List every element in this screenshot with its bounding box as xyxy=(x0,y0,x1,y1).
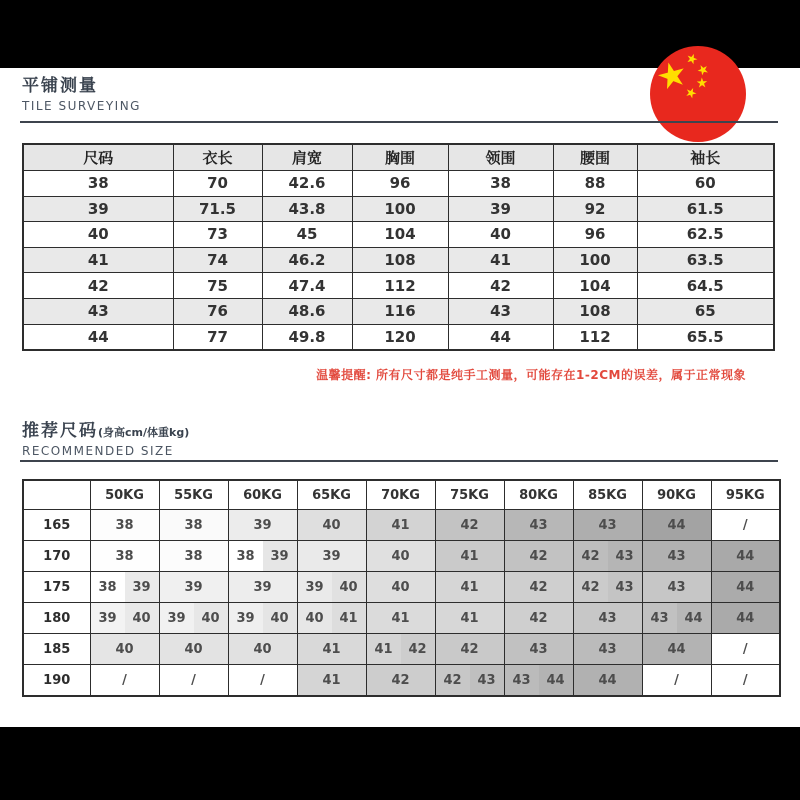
section2-title-zh xyxy=(22,421,189,441)
weight-col-header: 85KG xyxy=(573,480,642,510)
measure-cell: 104 xyxy=(553,273,637,299)
size-cell: 40 xyxy=(159,634,228,665)
size-row-height-180 xyxy=(23,603,780,634)
size-cell-half: 42 xyxy=(574,541,608,571)
measure-cell: 45 xyxy=(262,222,352,248)
size-cell: 44 xyxy=(573,665,642,697)
size-cell: 39 xyxy=(228,510,297,541)
measure-cell: 116 xyxy=(352,298,448,324)
measure-cell: 96 xyxy=(352,171,448,197)
measure-cell: 38 xyxy=(23,171,173,197)
size-cell xyxy=(573,572,642,603)
size-cell-half: 40 xyxy=(125,603,159,633)
size-cell: 38 xyxy=(90,541,159,572)
size-cell: 42 xyxy=(435,634,504,665)
size-cell: 41 xyxy=(366,603,435,634)
measure-cell: 40 xyxy=(23,222,173,248)
size-table-header-row xyxy=(23,480,780,510)
size-cell-half: 44 xyxy=(677,603,711,633)
size-cell: 38 xyxy=(90,510,159,541)
size-cell: 44 xyxy=(711,541,780,572)
size-cell: 42 xyxy=(366,665,435,697)
measurement-table xyxy=(22,143,775,351)
size-cell-half: 38 xyxy=(91,572,125,602)
measure-cell: 43 xyxy=(23,298,173,324)
measure-col-header: 袖长 xyxy=(637,144,774,171)
size-cell: 44 xyxy=(642,634,711,665)
size-row-height-185 xyxy=(23,634,780,665)
size-row-height-175 xyxy=(23,572,780,603)
size-cell: / xyxy=(642,665,711,697)
size-cell xyxy=(228,541,297,572)
size-cell: 41 xyxy=(435,603,504,634)
section1-divider xyxy=(20,121,778,123)
size-cell: 43 xyxy=(573,510,642,541)
size-cell-half: 44 xyxy=(539,665,573,695)
measure-cell: 39 xyxy=(23,196,173,222)
size-cell: 43 xyxy=(504,510,573,541)
size-cell xyxy=(159,603,228,634)
size-row-height-190 xyxy=(23,665,780,697)
size-cell-half: 39 xyxy=(160,603,194,633)
size-cell: 43 xyxy=(642,541,711,572)
measure-cell: 104 xyxy=(352,222,448,248)
weight-col-header: 90KG xyxy=(642,480,711,510)
size-row-height-165 xyxy=(23,510,780,541)
size-cell: 42 xyxy=(435,510,504,541)
size-cell: 40 xyxy=(366,541,435,572)
measure-row-size-39 xyxy=(23,196,774,222)
size-cell-half: 40 xyxy=(263,603,297,633)
measure-cell: 100 xyxy=(553,247,637,273)
measure-cell: 38 xyxy=(448,171,553,197)
weight-col-header: 65KG xyxy=(297,480,366,510)
measure-cell: 70 xyxy=(173,171,262,197)
size-cell: 41 xyxy=(435,572,504,603)
size-cell: 44 xyxy=(711,572,780,603)
weight-col-header: 55KG xyxy=(159,480,228,510)
size-cell-half: 40 xyxy=(194,603,228,633)
size-cell xyxy=(435,665,504,697)
section1-title-zh: 平铺测量 xyxy=(22,76,98,96)
size-cell xyxy=(642,603,711,634)
measure-cell: 75 xyxy=(173,273,262,299)
size-cell: 40 xyxy=(90,634,159,665)
size-cell xyxy=(504,665,573,697)
measure-cell: 47.4 xyxy=(262,273,352,299)
measurement-disclaimer: 温馨提醒: 所有尺寸都是纯手工测量，可能存在1-2CM的误差，属于正常现象 xyxy=(316,368,746,382)
size-cell-half: 43 xyxy=(608,541,642,571)
size-cell: 42 xyxy=(504,541,573,572)
size-cell: 41 xyxy=(297,634,366,665)
height-row-header: 165 xyxy=(23,510,90,541)
size-cell: / xyxy=(159,665,228,697)
measure-cell: 41 xyxy=(448,247,553,273)
weight-col-header: 60KG xyxy=(228,480,297,510)
size-cell: / xyxy=(711,634,780,665)
bottom-black-bar xyxy=(0,727,800,800)
measure-cell: 60 xyxy=(637,171,774,197)
size-row-height-170 xyxy=(23,541,780,572)
size-cell-half: 42 xyxy=(401,634,435,664)
size-table-corner-cell xyxy=(23,480,90,510)
size-cell xyxy=(228,603,297,634)
measure-cell: 49.8 xyxy=(262,324,352,350)
measure-cell: 61.5 xyxy=(637,196,774,222)
measure-cell: 63.5 xyxy=(637,247,774,273)
section-recommended-size-header xyxy=(22,421,189,458)
china-flag-icon xyxy=(648,44,748,144)
measure-cell: 62.5 xyxy=(637,222,774,248)
size-cell: 40 xyxy=(297,510,366,541)
section2-title-zh-text: 推荐尺码 xyxy=(22,421,98,441)
recommended-size-table xyxy=(22,479,781,697)
measure-row-size-44 xyxy=(23,324,774,350)
size-cell-half: 38 xyxy=(229,541,263,571)
measure-cell: 64.5 xyxy=(637,273,774,299)
size-cell-half: 42 xyxy=(574,572,608,602)
measure-row-size-41 xyxy=(23,247,774,273)
size-cell: 41 xyxy=(297,665,366,697)
size-cell xyxy=(90,572,159,603)
measure-cell: 92 xyxy=(553,196,637,222)
measure-cell: 96 xyxy=(553,222,637,248)
size-cell-half: 43 xyxy=(470,665,504,695)
measure-col-header: 领围 xyxy=(448,144,553,171)
measure-row-size-42 xyxy=(23,273,774,299)
size-cell: / xyxy=(711,665,780,697)
measure-cell: 40 xyxy=(448,222,553,248)
measure-cell: 100 xyxy=(352,196,448,222)
size-cell: 41 xyxy=(366,510,435,541)
size-cell-half: 43 xyxy=(505,665,539,695)
size-cell: 38 xyxy=(159,541,228,572)
section2-divider xyxy=(20,460,778,462)
weight-col-header: 95KG xyxy=(711,480,780,510)
size-cell-half: 41 xyxy=(367,634,401,664)
measure-cell: 42.6 xyxy=(262,171,352,197)
height-row-header: 170 xyxy=(23,541,90,572)
size-cell: 43 xyxy=(504,634,573,665)
size-cell xyxy=(573,541,642,572)
measure-col-header: 衣长 xyxy=(173,144,262,171)
size-cell: / xyxy=(90,665,159,697)
size-cell xyxy=(297,603,366,634)
section2-title-units: (身高cm/体重kg) xyxy=(98,426,190,439)
size-cell: 43 xyxy=(573,603,642,634)
size-cell: 44 xyxy=(642,510,711,541)
measure-cell: 108 xyxy=(352,247,448,273)
size-cell-half: 43 xyxy=(608,572,642,602)
measure-cell: 112 xyxy=(553,324,637,350)
measure-cell: 44 xyxy=(23,324,173,350)
measure-cell: 44 xyxy=(448,324,553,350)
measure-col-header: 胸围 xyxy=(352,144,448,171)
measure-cell: 65.5 xyxy=(637,324,774,350)
weight-col-header: 70KG xyxy=(366,480,435,510)
measure-cell: 46.2 xyxy=(262,247,352,273)
measure-col-header: 腰围 xyxy=(553,144,637,171)
measure-row-size-38 xyxy=(23,171,774,197)
measure-cell: 108 xyxy=(553,298,637,324)
size-cell: 38 xyxy=(159,510,228,541)
height-row-header: 180 xyxy=(23,603,90,634)
measure-cell: 120 xyxy=(352,324,448,350)
measure-row-size-43 xyxy=(23,298,774,324)
size-cell-half: 39 xyxy=(263,541,297,571)
size-cell: 44 xyxy=(711,603,780,634)
size-cell: 41 xyxy=(435,541,504,572)
size-cell: 42 xyxy=(504,603,573,634)
height-row-header: 185 xyxy=(23,634,90,665)
size-cell: / xyxy=(711,510,780,541)
measure-cell: 77 xyxy=(173,324,262,350)
size-cell: 43 xyxy=(573,634,642,665)
size-cell: / xyxy=(228,665,297,697)
measure-cell: 43 xyxy=(448,298,553,324)
size-cell xyxy=(366,634,435,665)
measure-cell: 48.6 xyxy=(262,298,352,324)
measure-row-size-40 xyxy=(23,222,774,248)
size-cell: 40 xyxy=(228,634,297,665)
size-cell-half: 40 xyxy=(332,572,366,602)
size-cell-half: 39 xyxy=(298,572,332,602)
weight-col-header: 50KG xyxy=(90,480,159,510)
size-cell: 39 xyxy=(159,572,228,603)
measure-cell: 65 xyxy=(637,298,774,324)
size-cell: 39 xyxy=(297,541,366,572)
measure-cell: 74 xyxy=(173,247,262,273)
size-cell: 43 xyxy=(642,572,711,603)
measure-cell: 41 xyxy=(23,247,173,273)
size-cell-half: 41 xyxy=(332,603,366,633)
measure-cell: 39 xyxy=(448,196,553,222)
size-cell: 42 xyxy=(504,572,573,603)
measure-cell: 88 xyxy=(553,171,637,197)
measure-cell: 43.8 xyxy=(262,196,352,222)
size-cell-half: 40 xyxy=(298,603,332,633)
measure-cell: 73 xyxy=(173,222,262,248)
size-cell-half: 39 xyxy=(229,603,263,633)
measure-col-header: 尺码 xyxy=(23,144,173,171)
size-cell-half: 42 xyxy=(436,665,470,695)
weight-col-header: 80KG xyxy=(504,480,573,510)
size-cell: 40 xyxy=(366,572,435,603)
measure-cell: 42 xyxy=(23,273,173,299)
height-row-header: 175 xyxy=(23,572,90,603)
measure-cell: 112 xyxy=(352,273,448,299)
weight-col-header: 75KG xyxy=(435,480,504,510)
section2-title-en: RECOMMENDED SIZE xyxy=(22,444,174,459)
measure-cell: 42 xyxy=(448,273,553,299)
measure-col-header: 肩宽 xyxy=(262,144,352,171)
measurement-table-header-row xyxy=(23,144,774,171)
measure-cell: 76 xyxy=(173,298,262,324)
size-cell: 39 xyxy=(228,572,297,603)
size-cell-half: 39 xyxy=(125,572,159,602)
size-cell-half: 43 xyxy=(643,603,677,633)
size-cell xyxy=(297,572,366,603)
size-cell-half: 39 xyxy=(91,603,125,633)
measure-cell: 71.5 xyxy=(173,196,262,222)
height-row-header: 190 xyxy=(23,665,90,697)
section-tile-surveying-header xyxy=(22,76,141,113)
section1-title-en: TILE SURVEYING xyxy=(22,99,141,114)
size-cell xyxy=(90,603,159,634)
